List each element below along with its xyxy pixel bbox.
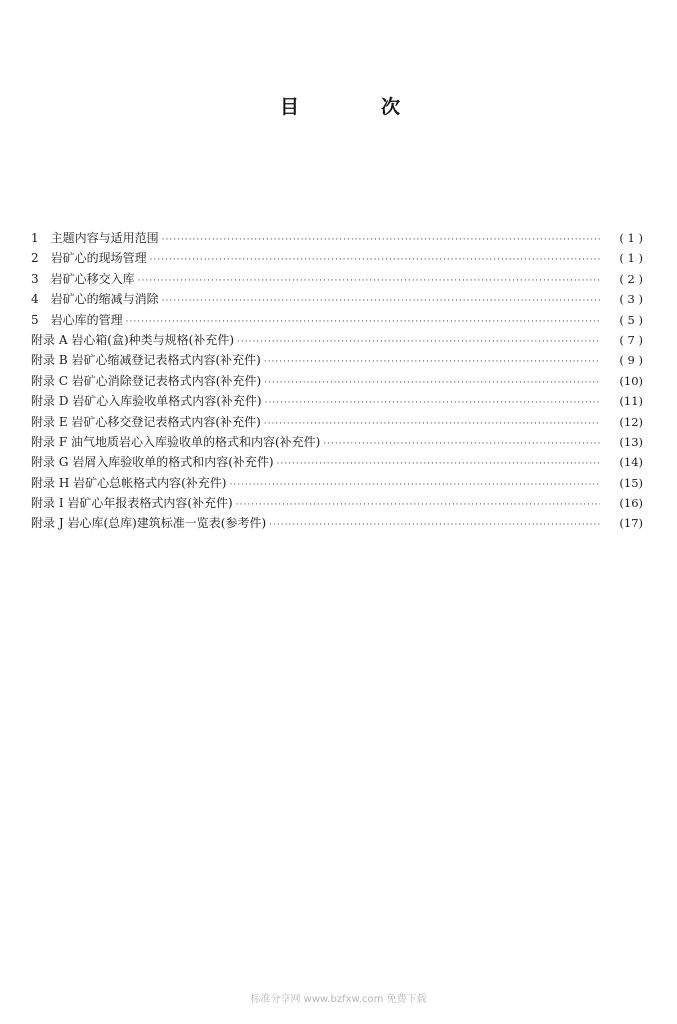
toc-entry[interactable] (31, 473, 643, 493)
toc-leader-dots (236, 495, 600, 515)
toc-entry-page: ( 7 ) (619, 332, 643, 347)
toc-leader-dots (264, 352, 600, 372)
toc-entry[interactable] (31, 228, 643, 248)
toc-leader-dots (277, 454, 600, 474)
toc-entry-label: 附录 A 岩心箱(盒)种类与规格(补充件) (31, 332, 235, 347)
toc-leader-dots (138, 271, 600, 291)
toc-entry-page: (15) (619, 475, 643, 490)
toc-entry-label: 5 岩心库的管理 (31, 312, 123, 327)
toc-entry[interactable] (31, 371, 643, 391)
toc-entry-page: ( 1 ) (619, 231, 643, 245)
page-title (280, 92, 400, 119)
toc-entry-page: ( 1 ) (619, 251, 643, 266)
toc-leader-dots (162, 291, 600, 311)
toc-leader-dots (264, 414, 600, 434)
toc-entry-label: 附录 F 油气地质岩心入库验收单的格式和内容(补充件) (31, 434, 321, 449)
toc-entry[interactable] (31, 513, 643, 533)
toc-entry[interactable] (31, 493, 643, 513)
toc-leader-dots (126, 312, 600, 332)
toc-entry-label: 附录 I 岩矿心年报表格式内容(补充件) (31, 496, 233, 511)
toc-entry-label: 1 主题内容与适用范围 (31, 231, 159, 245)
title-char-1: 目 (280, 96, 300, 118)
watermark-footer: 标准分享网 www.bzfxw.com 免费下载 (250, 994, 427, 1005)
toc-entry-label: 附录 D 岩矿心入库验收单格式内容(补充件) (31, 394, 262, 409)
toc-entry[interactable] (31, 269, 643, 289)
toc-entry-label: 3 岩矿心移交入库 (31, 271, 135, 286)
toc-entry-page: (12) (619, 414, 643, 429)
toc-entry-page: (13) (619, 434, 643, 449)
toc-entry[interactable] (31, 452, 643, 472)
toc-entry-label: 附录 E 岩矿心移交登记表格式内容(补充件) (31, 414, 261, 429)
toc-entry-page: (16) (619, 496, 643, 511)
table-of-contents (31, 228, 643, 534)
toc-entry-label: 附录 B 岩矿心缩减登记表格式内容(补充件) (31, 353, 261, 368)
toc-entry[interactable] (31, 330, 643, 350)
toc-entry-label: 附录 C 岩矿心消除登记表格式内容(补充件) (31, 373, 262, 388)
toc-entry-page: (11) (619, 394, 643, 409)
toc-leader-dots (265, 393, 600, 413)
toc-entry[interactable] (31, 289, 643, 309)
toc-leader-dots (269, 515, 600, 535)
toc-entry-page: ( 9 ) (619, 353, 643, 368)
toc-leader-dots (229, 475, 600, 495)
toc-entry[interactable] (31, 248, 643, 268)
toc-leader-dots (323, 434, 600, 454)
toc-entry-page: (14) (619, 455, 643, 470)
toc-entry-page: ( 3 ) (619, 292, 643, 307)
toc-entry[interactable] (31, 350, 643, 370)
toc-entry[interactable] (31, 391, 643, 411)
toc-entry-label: 2 岩矿心的现场管理 (31, 251, 147, 266)
toc-leader-dots (162, 230, 600, 250)
toc-entry[interactable] (31, 412, 643, 432)
toc-entry[interactable] (31, 310, 643, 330)
toc-entry-label: 附录 G 岩屑入库验收单的格式和内容(补充件) (31, 455, 274, 470)
toc-entry-label: 附录 J 岩心库(总库)建筑标准一览表(参考件) (31, 516, 267, 531)
toc-entry-page: (10) (619, 373, 643, 388)
title-char-2: 次 (380, 96, 400, 118)
toc-entry-page: ( 5 ) (619, 312, 643, 327)
toc-entry-label: 附录 H 岩矿心总帐格式内容(补充件) (31, 475, 227, 490)
toc-leader-dots (150, 250, 600, 270)
toc-entry-page: ( 2 ) (619, 271, 643, 286)
toc-entry-label: 4 岩矿心的缩减与消除 (31, 292, 159, 307)
toc-entry-page: (17) (619, 516, 643, 531)
toc-leader-dots (237, 332, 600, 352)
toc-leader-dots (264, 373, 600, 393)
toc-entry[interactable] (31, 432, 643, 452)
